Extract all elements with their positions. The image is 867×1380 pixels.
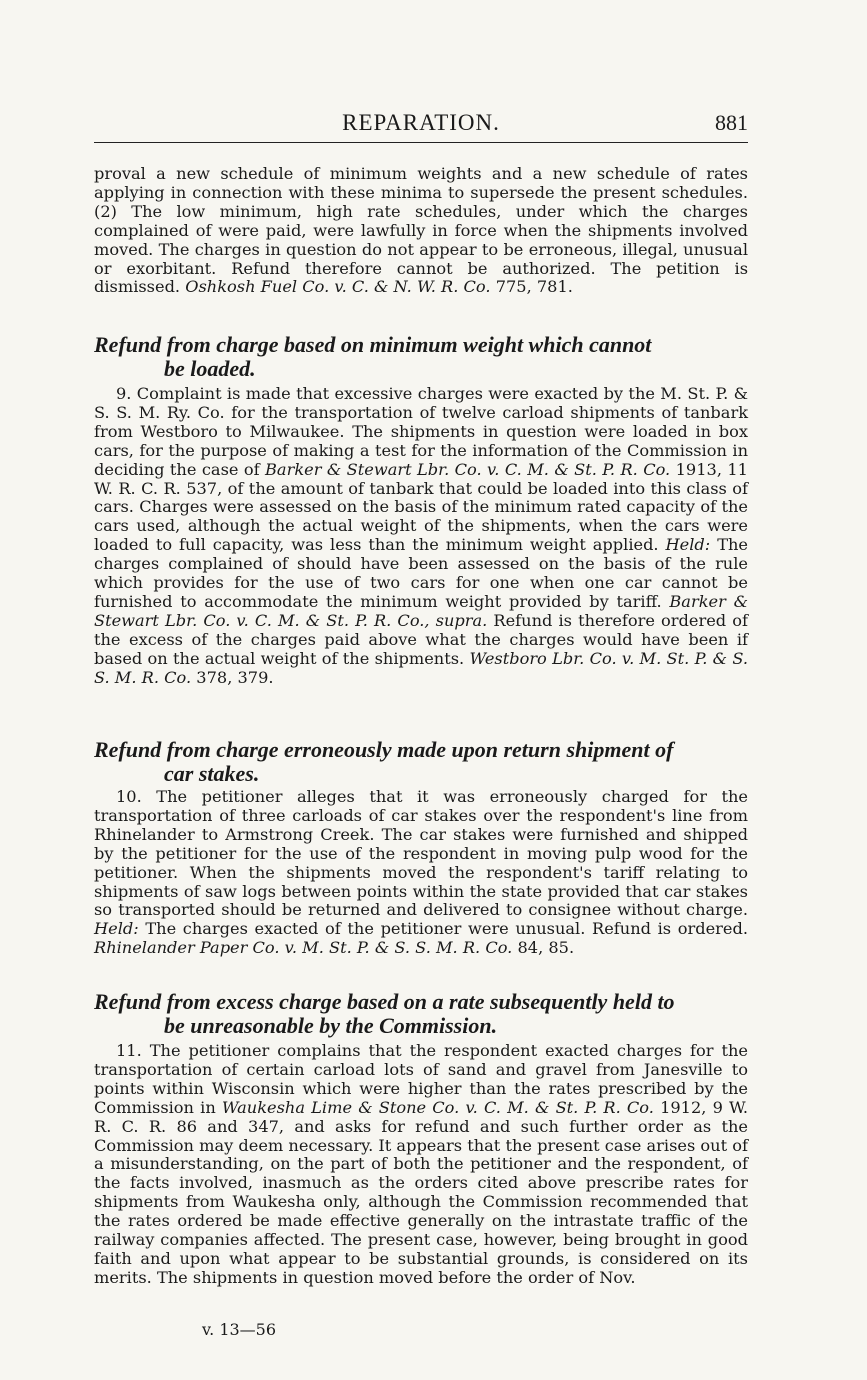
case-citation: Rhinelander Paper Co. v. M. St. P. & S. S. M. R. Co.: [94, 938, 513, 958]
page-number: 881: [715, 110, 748, 135]
case-citation: Barker & Stewart Lbr. Co. v. C. M. & St. P. R. Co., supra.: [94, 591, 748, 630]
section-heading-11: Refund from excess charge based on a rate subsequently held to be unreasonable by the Commission.: [94, 989, 675, 1038]
running-title: REPARATION.: [342, 110, 500, 135]
case-citation: Barker & Stewart Lbr. Co. v. C. M. & St. P. R. Co.: [265, 459, 671, 479]
paragraph-11: 11. The petitioner complains that the respondent exacted charges for the transportation of certain carload lots of sand and gravel from Janesville to points within Wisconsin which were higher than the rates prescribed by the Commission in Waukesha Lime & Stone Co. v. C. M. & St. P. R. Co. 1912, 9 W. R. C. R. 86 and 347, and asks for refund and such further order as the Commission may deem necessary. It appears that the present case arises out of a misunderstanding, on the part of both the petitioner and the respondent, of the facts involved, inasmuch as the orders cited above prescribe rates for shipments from Waukesha only, although the Commission recommended that the rates ordered be made effective generally on the intrastate traffic of the railway companies affected. The present case, however, being brought in good faith and upon what appear to be substantial grounds, is considered on its merits. The shipments in question moved before the order of Nov.: [94, 1041, 748, 1287]
case-citation: Oshkosh Fuel Co. v. C. & N. W. R. Co.: [185, 277, 491, 297]
held-label: Held:: [94, 919, 139, 939]
paragraph-9: 9. Complaint is made that excessive charges were exacted by the M. St. P. & S. S. M. Ry. Co. for the transportation of twelve carload shipments of tanbark from Westboro to Milwaukee. The shipments in question were loaded in box cars, for the purpose of making a test for the information of the Commission in deciding the case of Barker & Stewart Lbr. Co. v. C. M. & St. P. R. Co. 1913, 11 W. R. C. R. 537, of the amount of tanbark that could be loaded into this class of cars. Charges were assessed on the basis of the minimum rated capacity of the cars used, although the actual weight of the shipments, when the cars were loaded to full capacity, was less than the minimum weight applied. Held: The charges complained of should have been assessed on the basis of the rule which provides for the use of two cars for one when one car cannot be furnished to accommodate the minimum weight provided by tariff. Barker & Stewart Lbr. Co. v. C. M. & St. P. R. Co., supra. Refund is therefore ordered of the excess of the charges paid above what the charges would have been if based on the actual weight of the shipments. Westboro Lbr. Co. v. M. St. P. & S. S. M. R. Co. 378, 379.: [94, 384, 749, 687]
signature-mark: v. 13—56: [202, 1320, 277, 1339]
page-header: [94, 110, 748, 143]
paragraph-10: 10. The petitioner alleges that it was erroneously charged for the transportation of three carloads of car stakes over the respondent's line from Rhinelander to Armstrong Creek. The car stakes were furnished and shipped by the petitioner for the use of the respondent in moving pulp wood for the petitioner. When the shipments moved the respondent's tariff relating to shipments of saw logs between points within the state provided that car stakes so transported should be returned and delivered to consignee without charge. Held: The charges exacted of the petitioner were unusual. Refund is ordered. Rhinelander Paper Co. v. M. St. P. & S. S. M. R. Co. 84, 85.: [94, 787, 748, 958]
held-label: Held:: [665, 535, 711, 555]
section-heading-10: Refund from charge erroneously made upon return shipment of car stakes.: [94, 737, 674, 786]
continuation-paragraph: proval a new schedule of minimum weights and a new schedule of rates applying in connection with these minima to supersede the present schedules. (2) The low minimum, high rate schedules, under which the charges complained of were paid, were lawfully in force when the shipments involved moved. The charges in question do not appear to be erroneous, illegal, unusual or exorbitant. Refund therefore cannot be authorized. The petition is dismissed. Oshkosh Fuel Co. v. C. & N. W. R. Co. 775, 781.: [94, 164, 748, 297]
case-citation: Waukesha Lime & Stone Co. v. C. M. & St. P. R. Co.: [221, 1097, 654, 1117]
section-heading-9: Refund from charge based on minimum weight which cannot be loaded.: [94, 332, 652, 381]
case-citation: Westboro Lbr. Co. v. M. St. P. & S. S. M. R. Co.: [94, 648, 748, 687]
